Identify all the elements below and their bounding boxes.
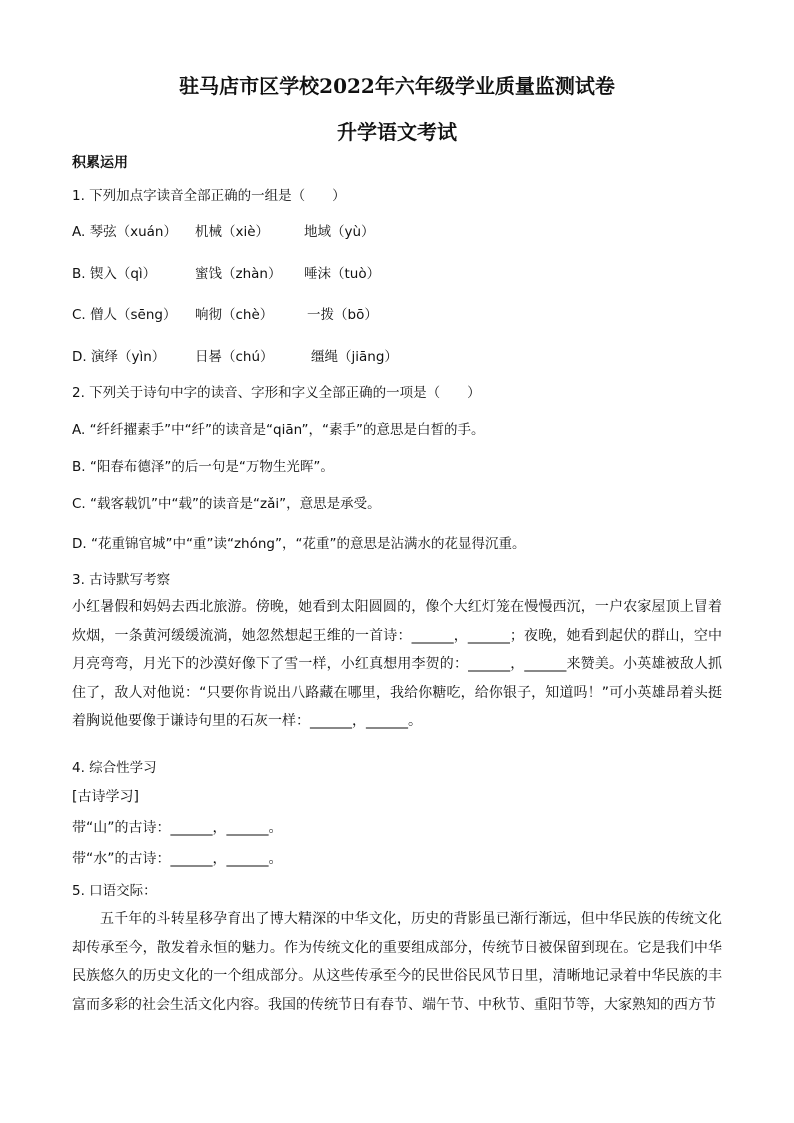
q3-stem: 3. 古诗默写考察 <box>72 572 171 588</box>
option-part: 地域（yù） <box>304 224 375 240</box>
q1-option-d <box>72 345 398 365</box>
q1-option-b <box>72 262 380 282</box>
q5-stem: 5. 口语交际： <box>72 883 157 899</box>
option-part: A. 琴弦（xuán） <box>72 224 177 240</box>
q2-stem: 2. 下列关于诗句中字的读音、字形和字义全部正确的一项是（ ） <box>72 385 481 401</box>
q3-passage: 小红暑假和妈妈去西北旅游。傍晚，她看到太阳圆圆的，像个大红灯笼在慢慢西沉，一户农家屋顶上冒着炊烟，一条黄河缓缓流淌，她忽然想起王维的一首诗：______，______；夜晚，她看到起伏的群山，空中月亮弯弯，月光下的沙漠好像下了雪一样，小红真想用李贺的：______，______来赞美。小英雄被敌人抓住了，敌人对他说：“只要你肯说出八路藏在哪里，我给你糖吃，给你银子，知道吗！”可小英雄昂着头挺着胸说他要像于谦诗句里的石灰一样：______，______。 <box>72 599 722 729</box>
option-part: 响彻（chè） <box>195 307 274 323</box>
option-part: 一拨（bō） <box>307 307 378 323</box>
option-part: 日晷（chú） <box>195 349 274 365</box>
q1-option-a <box>72 220 375 240</box>
q2-option-c: C. “载客载饥”中“载”的读音是“zǎi”，意思是承受。 <box>72 496 381 512</box>
section-heading: 积累运用 <box>72 155 128 171</box>
option-part: 缰绳（jiāng） <box>311 349 398 365</box>
q1-option-c <box>72 303 378 323</box>
option-part: 蜜饯（zhàn） <box>195 266 282 282</box>
q4-mountain-prompt: 带“山”的古诗：______，______。 <box>72 820 283 836</box>
option-part: 机械（xiè） <box>195 224 270 240</box>
q4-stem: 4. 综合性学习 <box>72 760 157 776</box>
option-part: B. 锲入（qì） <box>72 266 157 282</box>
page-subtitle: 升学语文考试 <box>337 120 457 144</box>
option-part: D. 演绎（yìn） <box>72 349 166 365</box>
option-part: 唾沫（tuò） <box>304 266 381 282</box>
q4-water-prompt: 带“水”的古诗：______，______。 <box>72 851 283 867</box>
q2-option-d: D. “花重锦官城”中“重”读“zhóng”，“花重”的意思是沾满水的花显得沉重。 <box>72 536 526 552</box>
page-title: 驻马店市区学校2022年六年级学业质量监测试卷 <box>179 74 615 98</box>
q2-option-a: A. “纤纤擢素手”中“纤”的读音是“qiān”，“素手”的意思是白皙的手。 <box>72 422 485 438</box>
q5-passage: 五千年的斗转星移孕育出了博大精深的中华文化，历史的背影虽已渐行渐远，但中华民族的传统文化却传承至今，散发着永恒的魅力。作为传统文化的重要组成部分，传统节日被保留到现在。它是我们中华民族悠久的历史文化的一个组成部分。从这些传承至今的民世俗民风节日里，清晰地记录着中华民族的丰富而多彩的社会生活文化内容。我国的传统节日有春节、端午节、中秋节、重阳节等，大家熟知的西方节 <box>72 911 722 1013</box>
option-part: C. 僧人（sēng） <box>72 307 177 323</box>
q1-stem: 1. 下列加点字读音全部正确的一组是（ ） <box>72 188 346 204</box>
q2-option-b: B. “阳春布德泽”的后一句是“万物生光晖”。 <box>72 459 334 475</box>
q4-subheading: [古诗学习] <box>72 789 139 805</box>
